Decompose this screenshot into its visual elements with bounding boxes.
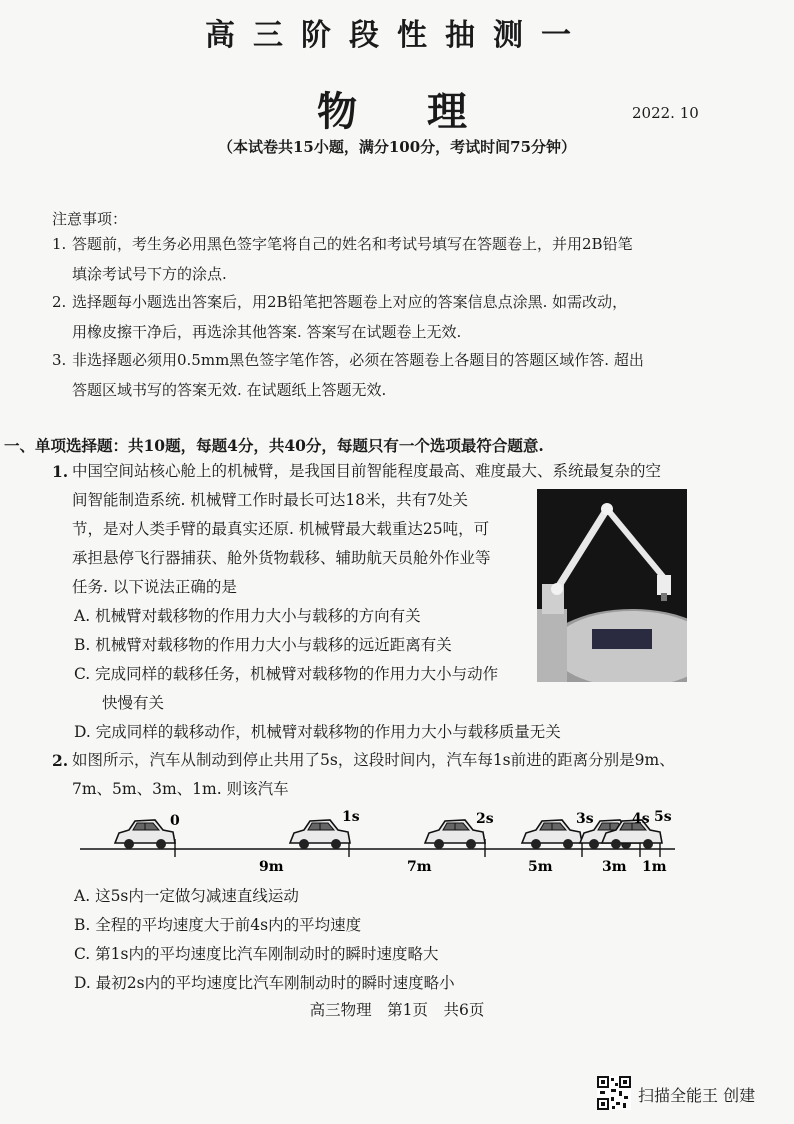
- notice-num: 1.: [52, 235, 67, 253]
- robotic-arm-photo: [537, 489, 687, 682]
- exam-note: （本试卷共15小题，满分100分，考试时间75分钟）: [217, 138, 577, 156]
- q2-option-a: [74, 882, 299, 911]
- q1-line: 间智能制造系统. 机械臂工作时最长可达18米，共有7处关: [72, 491, 468, 509]
- q2-line: 如图所示，汽车从制动到停止共用了5s，这段时间内，汽车每1s前进的距离分别是9m、: [72, 751, 675, 769]
- option-label: D.: [74, 723, 91, 741]
- car-icon: [115, 820, 175, 849]
- exam-title: 高三阶段性抽测一: [205, 18, 589, 53]
- distance-label: 5m: [528, 859, 553, 875]
- time-label: 3s: [576, 811, 594, 827]
- q1-option-d: [74, 718, 561, 747]
- option-text: 第1s内的平均速度比汽车刚制动时的瞬时速度略大: [95, 945, 439, 963]
- notice-item: [52, 229, 692, 289]
- page-footer: 高三物理 第1页 共6页: [309, 1001, 485, 1019]
- notice-line: 填涂考试号下方的涂点.: [72, 265, 227, 283]
- option-label: D.: [74, 974, 91, 992]
- time-label: 4s: [632, 811, 650, 827]
- car-icon: [522, 820, 582, 849]
- section-heading: 一、单项选择题：共10题，每题4分，共40分，每题只有一个选项最符合题意.: [4, 436, 544, 455]
- option-text: 机械臂对载移物的作用力大小与载移的方向有关: [95, 607, 421, 625]
- notice-line: 选择题每小题选出答案后，用2B铅笔把答题卷上对应的答案信息点涂黑. 如需改动，: [72, 293, 628, 311]
- q2-option-c: [74, 940, 439, 969]
- notice-line: 非选择题必须用0.5mm黑色签字笔作答，必须在答题卷上各题目的答题区域作答. 超出: [72, 351, 644, 369]
- q2-option-d: [74, 969, 455, 998]
- option-label: B.: [74, 636, 91, 654]
- time-label: 5s: [654, 809, 672, 825]
- time-label: 1s: [342, 809, 360, 825]
- notice-num: 3.: [52, 351, 67, 369]
- distance-label: 1m: [642, 859, 667, 875]
- option-label: C.: [74, 945, 91, 963]
- option-text: 全程的平均速度大于前4s内的平均速度: [95, 916, 362, 934]
- subject-title: 物理: [317, 88, 537, 135]
- notice-num: 2.: [52, 293, 67, 311]
- distance-label: 7m: [407, 859, 432, 875]
- option-label: C.: [74, 665, 91, 683]
- option-text: 这5s内一定做匀减速直线运动: [95, 887, 299, 905]
- option-text: 完成同样的载移任务，机械臂对载移物的作用力大小与动作: [95, 665, 499, 683]
- q1-option-a: [74, 602, 421, 631]
- car-braking-diagram: [70, 805, 690, 885]
- option-text: 机械臂对载移物的作用力大小与载移的远近距离有关: [95, 636, 452, 654]
- q1-line: 节，是对人类手臂的最真实还原. 机械臂最大载重达25吨，可: [72, 520, 490, 538]
- q1-option-c: [74, 660, 498, 689]
- car-icon: [290, 820, 350, 849]
- option-text: 完成同样的载移动作，机械臂对载移物的作用力大小与载移质量无关: [95, 723, 561, 741]
- notice-line: 用橡皮擦干净后，再选涂其他答案. 答案写在试题卷上无效.: [72, 323, 462, 341]
- notice-line: 答题前，考生务必用黑色签字笔将自己的姓名和考试号填写在答题卷上，并用2B铅笔: [72, 235, 633, 253]
- q1-number: 1.: [52, 462, 69, 481]
- notice-item: [52, 287, 692, 347]
- q1-option-c-cont: 快慢有关: [102, 694, 165, 712]
- distance-label: 3m: [602, 859, 627, 875]
- q2-option-b: [74, 911, 361, 940]
- scanner-watermark: 扫描全能王 创建: [638, 1086, 756, 1105]
- time-label: 2s: [476, 811, 494, 827]
- qr-code-icon: [597, 1076, 631, 1110]
- q2-number: 2.: [52, 751, 69, 770]
- q1-line: 中国空间站核心舱上的机械臂，是我国目前智能程度最高、难度最大、系统最复杂的空: [72, 462, 662, 480]
- notice-line: 答题区域书写的答案无效. 在试题纸上答题无效.: [72, 381, 387, 399]
- q1-option-b: [74, 631, 452, 660]
- option-label: A.: [74, 887, 91, 905]
- option-label: A.: [74, 607, 91, 625]
- time-label: 0: [170, 813, 180, 829]
- q1-line: 任务. 以下说法正确的是: [72, 578, 237, 596]
- distance-label: 9m: [259, 859, 284, 875]
- option-text: 最初2s内的平均速度比汽车刚制动时的瞬时速度略小: [95, 974, 455, 992]
- notice-heading: 注意事项：: [52, 210, 128, 228]
- exam-date: 2022. 10: [632, 104, 699, 122]
- notice-item: [52, 345, 692, 405]
- q1-line: 承担悬停飞行器捕获、舱外货物载移、辅助航天员舱外作业等: [72, 549, 491, 567]
- q2-line: 7m、5m、3m、1m. 则该汽车: [72, 780, 289, 798]
- option-label: B.: [74, 916, 91, 934]
